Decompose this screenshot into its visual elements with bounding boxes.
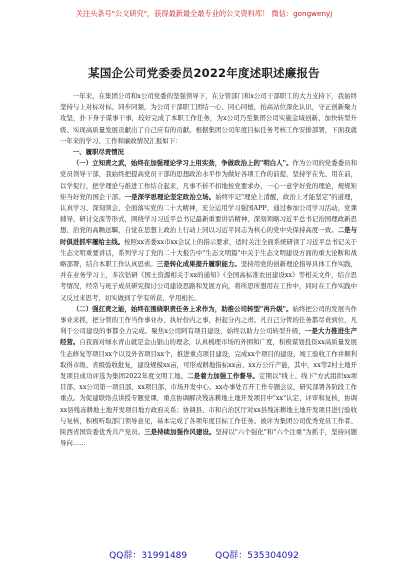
bold-text: 三是转化成果提升履职能力。: [156, 260, 241, 269]
body-paragraph: [60, 91, 357, 147]
document-title: 某国企公司党委委员2022年度述职述廉报告: [88, 66, 320, 80]
page-header: [0, 0, 408, 40]
body-paragraph: [60, 304, 357, 450]
page-footer: [0, 548, 408, 561]
paragraph-text: 作为公司的党委委员和党员领导干部，我始终把提高党员干部的思想政治水平作为做好各项工作的前提，坚持学在先、用在前，以学促行，把学理论与推进工作结合起来，凡事不折不扣地按党要求办，一心一意学好党的理论，规规矩矩当好党的国企干部。: [60, 159, 357, 201]
bold-text: 一、履职尽责情况: [72, 148, 124, 157]
bold-text: 一是大力推进生产经营。: [60, 327, 357, 347]
bold-text: 二是着力加强工作督导。: [187, 372, 259, 381]
body-paragraph: [60, 158, 357, 304]
footer-qq-group-1: QQ群：31991489: [109, 551, 188, 561]
body-paragraph: [60, 147, 357, 158]
paragraph-text: 自我面对绿水青山就是金山银山的理念，认真梳理市场的外围和广度，积极谋划投资xx高质量发展生态修复等项目xx个以及外省项目xx个，推进重点项目建设，完成xx个项目的建设，竣工验收工作并顺利取得市级、省级验收批复，建设规模xx亩，可形成耕地指标xx亩、xx万公斤产能，其中，xx等2村土地开发项目成功评选为集团2022年度文明工地。: [60, 338, 357, 381]
bold-text: 二是与时俱进抓牢履给主线。: [60, 226, 357, 246]
paragraph-text: 定期以"线上、线下"方式组织xx项目部、xx公司第一项目部、xx项目部、市场开发中心、xx办事处召开工作专题会议，研究部署各阶段工作重点。为促建联络点讲授专题党课，重点协调解决残冻耕地土地开发项目中"xx"认定、评审和复核，协调xx县残冻耕地土地开发项目地方政府关系；协调县、市和自治区厅对xx县残冻耕地土地开发项目进行验收与复核，积极听取部门领导意见，基本完成了各项年度目标工作任务。被评为集团公司优秀党员工作者、陕西省国资委优秀共产党员。: [60, 372, 357, 437]
footer-qq-group-2: QQ群：535304092: [215, 551, 299, 561]
paragraph-text: 始终牢记"理论上清醒，政治上才能坚定"的道理，认真学习、深刻领会、全面落实党的二十大精神，充分运用学习强国APP，通过参加公司学习活动，党课辅导，研讨交流等形式，围绕学习习近平总书记最新重要讲话精神，深刻领略习近平总书记治国理政新思想、治党的高瞻远瞩，自觉在思想上政治上行动上同以习近平同志为核心的党中央保持高度一致。: [60, 192, 357, 235]
paragraph-text: 坚持用党的创新理论指导具体工作实践，并在业务学习上，多次钻研《国土资源相关于xx的通知》《全国高标准农田建设xx》等相关文件，结合思考情况，经常与班子成员研究探讨公司建设思路和发展方向，将所思所想用在工作中，同时在工作实践中又反过来思考，切实做到了学有所获、学用相长。: [60, 260, 357, 302]
bold-text: （一）立知责之武，始终在加强理论学习上用实劲，争做政治上的"明白人"。: [72, 159, 293, 168]
header-notice: 关注头条号"公文研究"，获得最新最全最专业的公文资料库！ 微信：gongwenyj: [75, 9, 333, 18]
bold-text: （二）强扛责之能，始终在围绕职责任务上求作为，助推公司转型"再升级"。: [72, 304, 293, 313]
paragraph-text: 坚持以"六个强化"和"六个注重"为抓手，坚持问题导向……: [60, 428, 357, 448]
paragraph-text: 始终把公司的发展当作事业来抓，把分管的工作当作事业办，执好份内之事，担起分内之责。凡自己分管的任务都尽责到位，凡利于公司建设的事都全力完成。聚焦x公司阿有项目建设，始终以助力公司转型升级，: [60, 304, 357, 336]
bold-text: 三是持续加强作风建设。: [144, 428, 216, 437]
bold-text: 一是深学思理论坚定政治立场。: [124, 192, 216, 201]
paragraph-text: 一年来，在集团公司和x公司党委的坚强领导下，在分管部门和x公司干部职工的大力支持下，我始终坚持与上对标对标、同步同频，为公司干部职工团结一心、同心同德，抬高站位深化认识，守正创新聚力攻坚，扑下身子谋事干事，较好完成了本职工作任务，为x公司乃至集团公司实施金域创新、加快转型升级、实现高质量发展贡献出了自己应有的贡献。根据集团公司年度目标任务考核工作安排部署，下面我就一年来的学习、工作和廉政情况汇报如下：: [60, 92, 357, 145]
document-body: [60, 91, 357, 537]
paragraph-text: 按照xx省委xx市xx会议上的指示要求，适时关注全面系统研读了习近平总书记关于生态文明重要讲话，系列学习了党的二十大报告中"生态文明篇"中关于生态文明建设方面的重大论断和战略部署，结合本职工作认真思索。: [60, 237, 357, 269]
